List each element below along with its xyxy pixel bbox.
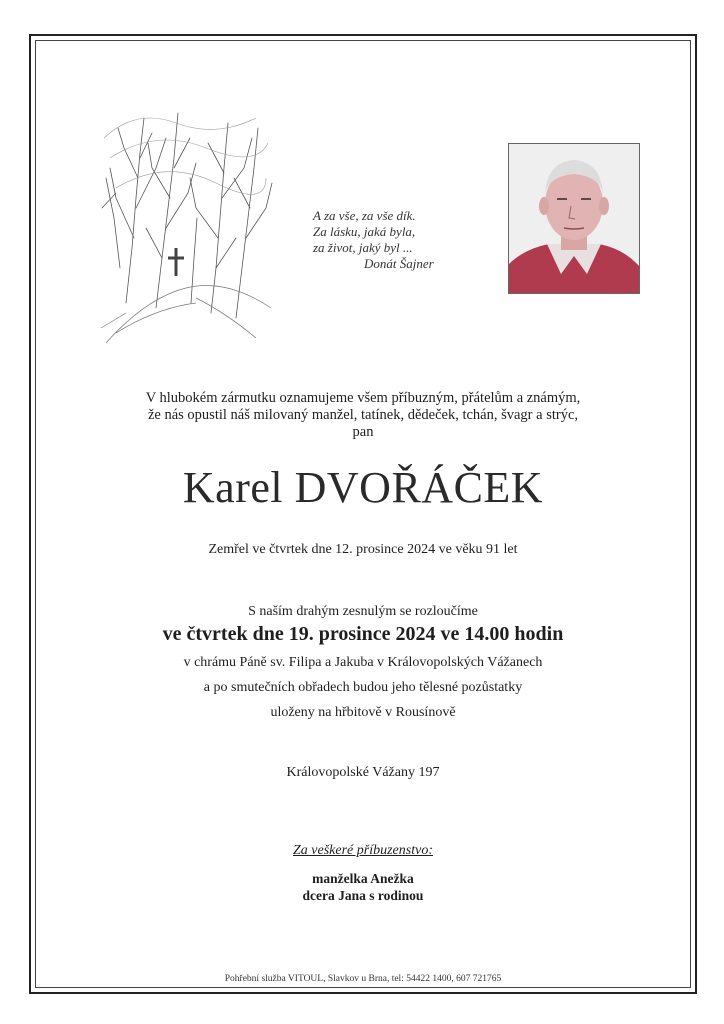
intro-line: že nás opustil náš milovaný manžel, tatínek, dědeček, tchán, švagr a strýc,	[147, 407, 579, 423]
farewell-intro: S naším drahým zesnulým se rozloučíme	[248, 604, 478, 619]
trees-with-cross-icon	[96, 98, 276, 348]
family-member: dcera Jana s rodinou	[302, 888, 424, 903]
poem	[313, 208, 434, 272]
poem-author: Donát Šajner	[364, 256, 434, 271]
intro-line: pan	[352, 424, 374, 440]
footer-funeral-service: Pohřební služba VITOUL, Slavkov u Brna, tel: 54422 1400, 607 721765	[224, 974, 502, 984]
funeral-datetime: ve čtvrtek dne 19. prosince 2024 ve 14.00 hodin	[162, 623, 564, 645]
family-members	[35, 870, 691, 904]
address: Královopolské Vážany 197	[286, 765, 440, 780]
poem-line: za život, jaký byl ...	[313, 240, 413, 255]
poem-line: A za vše, za vše dík.	[313, 208, 416, 223]
poem-line: Za lásku, jaká byla,	[313, 224, 416, 239]
portrait-photo	[508, 143, 640, 294]
intro-line: V hlubokém zármutku oznamujeme všem příbuzným, přátelům a známým,	[145, 390, 581, 406]
death-info: Zemřel ve čtvrtek dne 12. prosince 2024 ve věku 91 let	[208, 542, 518, 557]
funeral-place-line: v chrámu Páně sv. Filipa a Jakuba v Královopolských Vážanech	[183, 655, 543, 670]
funeral-place-line: uloženy na hřbitově v Rousínově	[270, 705, 456, 720]
family-heading: Za veškeré příbuzenstvo:	[293, 843, 433, 858]
deceased-name: Karel DVOŘÁČEK	[182, 463, 544, 512]
family-member: manželka Anežka	[312, 871, 414, 886]
funeral-place-line: a po smutečních obřadech budou jeho tělesné pozůstatky	[203, 680, 523, 695]
funeral-place	[35, 650, 691, 725]
announcement-intro	[35, 390, 691, 441]
